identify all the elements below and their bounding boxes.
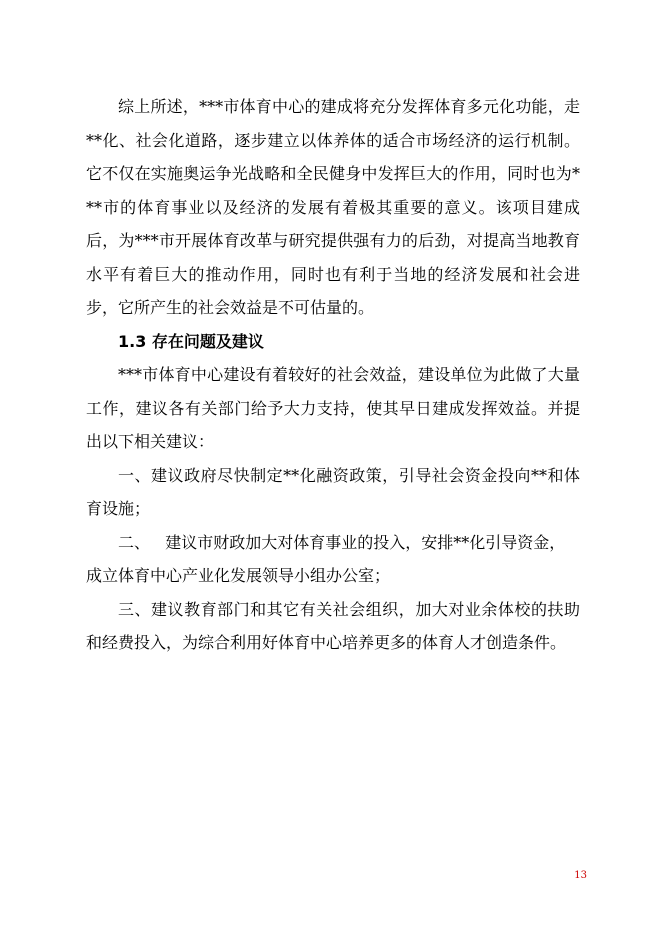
page-number: 13	[574, 870, 587, 881]
suggestion-item-1: 一、建议政府尽快制定**化融资政策，引导社会资金投向**和体育设施；	[86, 465, 580, 518]
problems-paragraph: ***市体育中心建设有着较好的社会效益，建设单位为此做了大量工作，建议各有关部门给予大力支持，使其早日建成发挥效益。并提出以下相关建议：	[86, 365, 580, 451]
summary-paragraph: 综上所述，***市体育中心的建成将充分发挥体育多元化功能，走**化、社会化道路，逐步建立以体养体的适合市场经济的运行机制。它不仅在实施奥运争光战略和全民健身中发挥巨大的作用，同时也为***市的体育事业以及经济的发展有着极其重要的意义。该项目建成后，为***市开展体育改革与研究提供强有力的后劲，对提高当地教育水平有着巨大的推动作用，同时也有利于当地的经济发展和社会进步，它所产生的社会效益是不可估量的。	[86, 97, 580, 317]
section-heading: 1.3 存在问题及建议	[118, 331, 264, 351]
suggestion-item-2-line-2: 成立体育中心产业化发展领导小组办公室；	[86, 566, 391, 585]
suggestion-item-3: 三、建议教育部门和其它有关社会组织，加大对业余体校的扶助和经费投入，为综合利用好体育中心培养更多的体育人才创造条件。	[86, 599, 580, 652]
suggestion-item-2-line-1: 二、 建议市财政加大对体育事业的投入，安排**化引导资金，	[118, 532, 566, 552]
document-body	[86, 90, 580, 660]
